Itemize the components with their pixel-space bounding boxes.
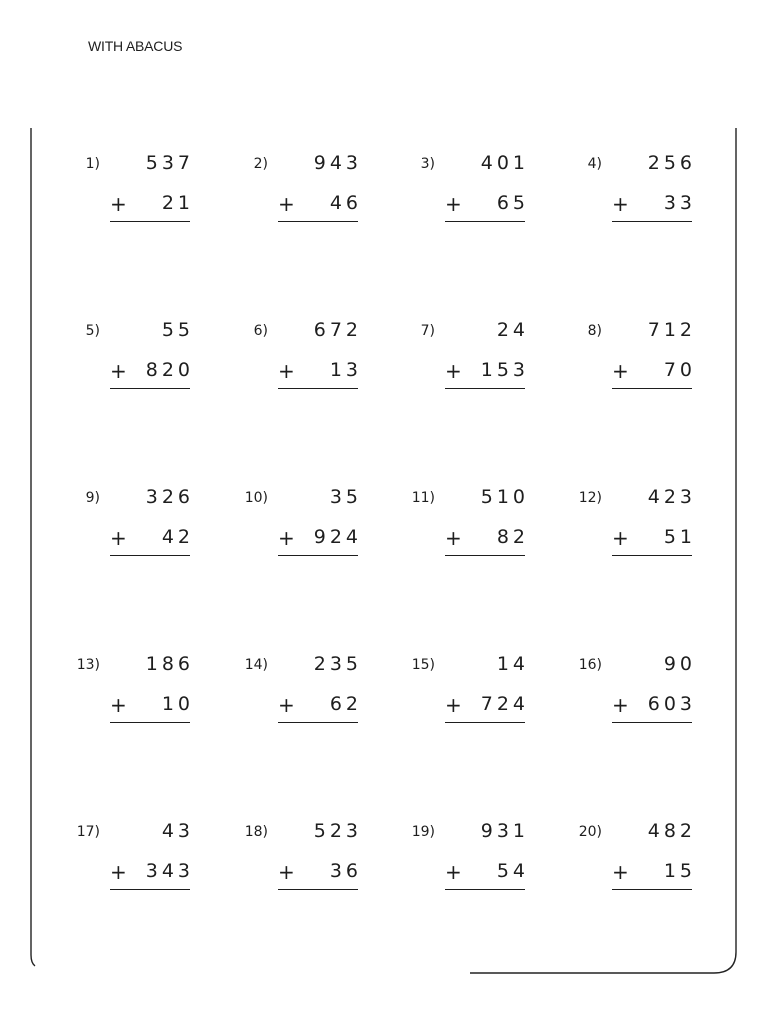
answer-line <box>445 722 525 723</box>
problem-number: 17) <box>76 824 100 840</box>
addend-bottom: 13 <box>329 359 362 381</box>
problem-17 <box>70 820 220 900</box>
plus-sign: + <box>278 526 295 550</box>
addend-top-row <box>110 653 194 677</box>
addend-top-row <box>612 653 696 677</box>
addend-bottom: 46 <box>329 192 362 214</box>
addend-bottom-row <box>110 359 194 383</box>
problem-18 <box>238 820 388 900</box>
addend-bottom-row <box>445 192 529 216</box>
problem-1 <box>70 152 220 232</box>
problem-7 <box>405 319 555 399</box>
problem-number: 4) <box>587 156 602 172</box>
problem-3 <box>405 152 555 232</box>
answer-line <box>278 221 358 222</box>
addend-bottom: 10 <box>161 693 194 715</box>
answer-line <box>445 555 525 556</box>
addend-top: 256 <box>647 152 696 174</box>
addend-bottom-row <box>278 526 362 550</box>
answer-line <box>110 221 190 222</box>
addend-top-row <box>445 653 529 677</box>
addend-bottom-row <box>445 526 529 550</box>
addend-bottom-row <box>445 860 529 884</box>
plus-sign: + <box>110 359 127 383</box>
addend-top-row <box>612 152 696 176</box>
problem-4 <box>572 152 722 232</box>
addend-top: 537 <box>145 152 194 174</box>
problem-number: 1) <box>85 156 100 172</box>
addend-top: 510 <box>480 486 529 508</box>
problem-11 <box>405 486 555 566</box>
problem-5 <box>70 319 220 399</box>
addend-bottom-row <box>445 359 529 383</box>
addend-top-row <box>110 486 194 510</box>
addend-top-row <box>445 820 529 844</box>
addend-top: 326 <box>145 486 194 508</box>
problem-number: 14) <box>244 657 268 673</box>
addend-top: 24 <box>496 319 529 341</box>
addend-bottom-row <box>612 693 696 717</box>
addend-top-row <box>445 319 529 343</box>
addend-top: 672 <box>313 319 362 341</box>
problem-number: 2) <box>253 156 268 172</box>
problem-number: 18) <box>244 824 268 840</box>
addend-top: 523 <box>313 820 362 842</box>
addend-top: 235 <box>313 653 362 675</box>
addend-bottom: 820 <box>145 359 194 381</box>
addend-top: 482 <box>647 820 696 842</box>
addend-bottom: 33 <box>663 192 696 214</box>
problem-number: 5) <box>85 323 100 339</box>
addend-top: 186 <box>145 653 194 675</box>
addend-top-row <box>445 152 529 176</box>
problem-16 <box>572 653 722 733</box>
plus-sign: + <box>612 359 629 383</box>
addend-top: 35 <box>329 486 362 508</box>
addend-top: 90 <box>663 653 696 675</box>
problem-number: 8) <box>587 323 602 339</box>
addend-top: 55 <box>161 319 194 341</box>
addend-bottom-row <box>612 359 696 383</box>
problem-13 <box>70 653 220 733</box>
addend-bottom-row <box>110 192 194 216</box>
addend-top-row <box>278 653 362 677</box>
problem-number: 10) <box>244 490 268 506</box>
problem-number: 15) <box>411 657 435 673</box>
addend-bottom: 42 <box>161 526 194 548</box>
addend-bottom: 343 <box>145 860 194 882</box>
problem-number: 9) <box>85 490 100 506</box>
addend-bottom-row <box>445 693 529 717</box>
addend-bottom: 51 <box>663 526 696 548</box>
plus-sign: + <box>110 860 127 884</box>
plus-sign: + <box>445 192 462 216</box>
problem-number: 7) <box>420 323 435 339</box>
addend-bottom: 82 <box>496 526 529 548</box>
addend-top: 43 <box>161 820 194 842</box>
problem-number: 3) <box>420 156 435 172</box>
problem-8 <box>572 319 722 399</box>
plus-sign: + <box>278 693 295 717</box>
addend-top: 943 <box>313 152 362 174</box>
problem-number: 20) <box>578 824 602 840</box>
addend-top: 14 <box>496 653 529 675</box>
addend-bottom: 153 <box>480 359 529 381</box>
addend-top-row <box>278 319 362 343</box>
addend-bottom-row <box>278 359 362 383</box>
problem-12 <box>572 486 722 566</box>
addend-top: 423 <box>647 486 696 508</box>
addend-top-row <box>110 152 194 176</box>
addend-top-row <box>612 319 696 343</box>
addend-top-row <box>445 486 529 510</box>
addend-bottom-row <box>278 192 362 216</box>
addend-bottom: 924 <box>313 526 362 548</box>
answer-line <box>445 889 525 890</box>
plus-sign: + <box>445 860 462 884</box>
answer-line <box>612 722 692 723</box>
plus-sign: + <box>445 359 462 383</box>
problem-10 <box>238 486 388 566</box>
addend-bottom-row <box>278 860 362 884</box>
addend-top: 931 <box>480 820 529 842</box>
addend-top: 401 <box>480 152 529 174</box>
plus-sign: + <box>612 693 629 717</box>
problem-20 <box>572 820 722 900</box>
addend-top-row <box>612 486 696 510</box>
problem-6 <box>238 319 388 399</box>
plus-sign: + <box>110 526 127 550</box>
addend-bottom-row <box>612 526 696 550</box>
addend-top-row <box>110 319 194 343</box>
addend-top-row <box>612 820 696 844</box>
answer-line <box>612 221 692 222</box>
problem-19 <box>405 820 555 900</box>
addend-top-row <box>110 820 194 844</box>
answer-line <box>612 889 692 890</box>
problem-number: 19) <box>411 824 435 840</box>
plus-sign: + <box>612 526 629 550</box>
plus-sign: + <box>445 526 462 550</box>
problem-9 <box>70 486 220 566</box>
addend-top-row <box>278 152 362 176</box>
addend-bottom: 603 <box>647 693 696 715</box>
answer-line <box>612 555 692 556</box>
addend-bottom: 15 <box>663 860 696 882</box>
answer-line <box>278 722 358 723</box>
addend-bottom-row <box>110 860 194 884</box>
addend-bottom: 54 <box>496 860 529 882</box>
addend-bottom: 36 <box>329 860 362 882</box>
addend-top-row <box>278 486 362 510</box>
problem-14 <box>238 653 388 733</box>
plus-sign: + <box>278 860 295 884</box>
plus-sign: + <box>278 192 295 216</box>
answer-line <box>110 388 190 389</box>
plus-sign: + <box>445 693 462 717</box>
problem-number: 6) <box>253 323 268 339</box>
addend-bottom-row <box>612 860 696 884</box>
plus-sign: + <box>612 860 629 884</box>
addend-bottom: 724 <box>480 693 529 715</box>
plus-sign: + <box>110 192 127 216</box>
addend-bottom: 70 <box>663 359 696 381</box>
answer-line <box>278 555 358 556</box>
problem-number: 13) <box>76 657 100 673</box>
addend-top-row <box>278 820 362 844</box>
answer-line <box>110 555 190 556</box>
addend-bottom-row <box>110 526 194 550</box>
answer-line <box>445 221 525 222</box>
addend-bottom: 65 <box>496 192 529 214</box>
addend-top: 712 <box>647 319 696 341</box>
worksheet-header: WITH ABACUS <box>88 38 183 54</box>
problem-number: 12) <box>578 490 602 506</box>
answer-line <box>278 388 358 389</box>
addend-bottom: 21 <box>161 192 194 214</box>
plus-sign: + <box>612 192 629 216</box>
addend-bottom-row <box>110 693 194 717</box>
problem-number: 11) <box>411 490 435 506</box>
answer-line <box>110 722 190 723</box>
answer-line <box>612 388 692 389</box>
plus-sign: + <box>110 693 127 717</box>
addend-bottom: 62 <box>329 693 362 715</box>
answer-line <box>110 889 190 890</box>
problem-2 <box>238 152 388 232</box>
plus-sign: + <box>278 359 295 383</box>
answer-line <box>445 388 525 389</box>
addend-bottom-row <box>612 192 696 216</box>
addend-bottom-row <box>278 693 362 717</box>
problem-15 <box>405 653 555 733</box>
answer-line <box>278 889 358 890</box>
problem-number: 16) <box>578 657 602 673</box>
